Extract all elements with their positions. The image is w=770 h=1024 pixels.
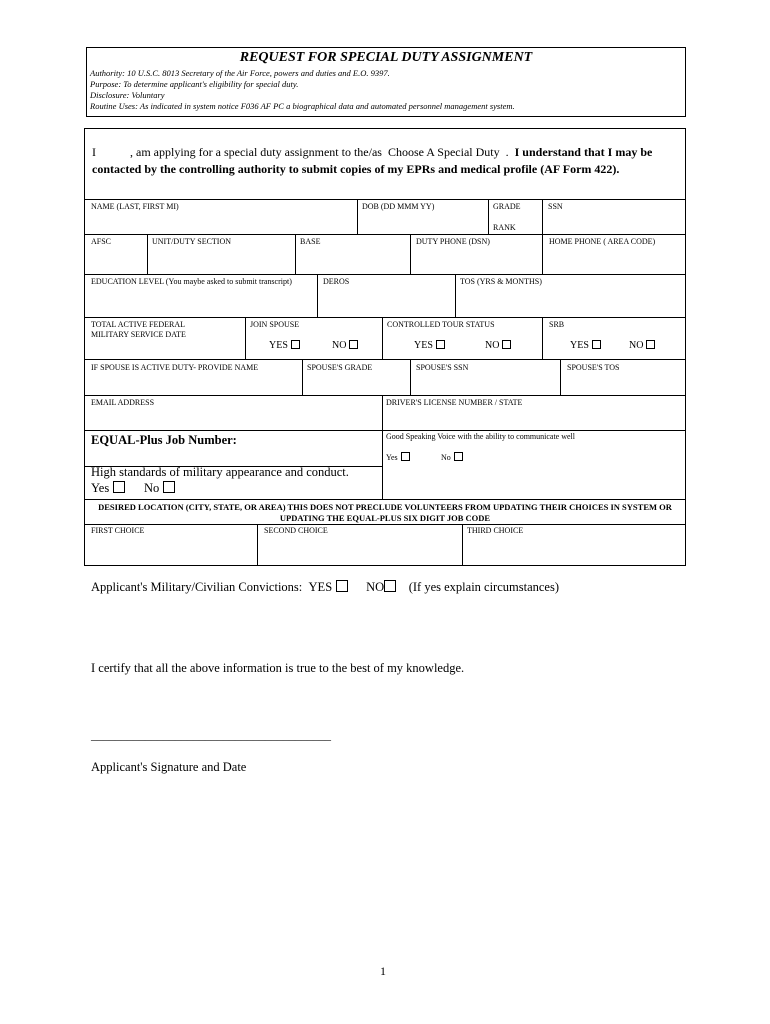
yes-label: YES bbox=[269, 340, 288, 351]
license-field[interactable]: DRIVER'S LICENSE NUMBER / STATE bbox=[386, 398, 523, 407]
intro-bold: I understand that I may be contacted by the controlling authority to submit copies of my EPRs and medical profile (AF Form 422). bbox=[92, 145, 653, 176]
intro-i: I bbox=[92, 145, 96, 159]
yes-label: YES bbox=[414, 340, 433, 351]
srb-label: SRB bbox=[549, 320, 565, 329]
no-label: NO bbox=[629, 340, 644, 351]
convictions-no-checkbox[interactable] bbox=[384, 580, 396, 592]
certify-text: I certify that all the above information is true to the best of my knowledge. bbox=[91, 661, 465, 675]
checkbox-icon[interactable] bbox=[113, 481, 125, 493]
page-number: 1 bbox=[380, 964, 386, 978]
base-field[interactable]: BASE bbox=[300, 237, 321, 246]
no-label: NO bbox=[332, 340, 347, 351]
checkbox-icon[interactable] bbox=[454, 452, 463, 461]
duty-phone-field[interactable]: DUTY PHONE (DSN) bbox=[416, 237, 490, 246]
afsc-field[interactable]: AFSC bbox=[91, 237, 112, 246]
intro-middle: , am applying for a special duty assignment to the/as bbox=[130, 145, 382, 159]
yes-label: Yes bbox=[91, 481, 110, 495]
ssn-field[interactable]: SSN bbox=[548, 202, 563, 211]
checkbox-icon[interactable] bbox=[502, 340, 511, 349]
no-label: No bbox=[144, 481, 160, 495]
convictions-line bbox=[91, 580, 559, 595]
routine-uses-text: Routine Uses: As indicated in system notice F036 AF PC a biographical data and automated personnel management system. bbox=[90, 101, 515, 111]
dob-field[interactable]: DOB (DD MMM YY) bbox=[362, 202, 435, 211]
checkbox-icon[interactable] bbox=[592, 340, 601, 349]
convictions-yes-checkbox[interactable] bbox=[336, 580, 348, 592]
special-duty-dropdown[interactable]: Choose A Special Duty bbox=[387, 145, 500, 159]
spouse-tos-field[interactable]: SPOUSE'S TOS bbox=[567, 363, 620, 372]
grade-field[interactable]: GRADE bbox=[493, 202, 521, 211]
spouse-grade-field[interactable]: SPOUSE'S GRADE bbox=[307, 363, 373, 372]
convictions-yes-label: YES bbox=[308, 580, 333, 594]
spouse-name-field[interactable]: IF SPOUSE IS ACTIVE DUTY- PROVIDE NAME bbox=[91, 363, 259, 372]
no-label: No bbox=[441, 453, 451, 462]
yes-label: Yes bbox=[386, 453, 398, 462]
tafmsd-field[interactable]: TOTAL ACTIVE FEDERAL MILITARY SERVICE DATE bbox=[91, 320, 186, 339]
voice-label: Good Speaking Voice with the ability to communicate well bbox=[386, 432, 576, 441]
purpose-text: Purpose: To determine applicant's eligibility for special duty. bbox=[90, 79, 299, 89]
equal-plus-label[interactable]: EQUAL-Plus Job Number: bbox=[91, 433, 237, 447]
education-field[interactable]: EDUCATION LEVEL (You maybe asked to submit transcript) bbox=[91, 277, 292, 286]
join-spouse-no[interactable] bbox=[332, 340, 358, 351]
rank-label: RANK bbox=[493, 223, 516, 232]
checkbox-icon[interactable] bbox=[401, 452, 410, 461]
join-spouse-yes[interactable] bbox=[269, 340, 300, 351]
controlled-tour-no[interactable] bbox=[485, 340, 511, 351]
join-spouse-label: JOIN SPOUSE bbox=[250, 320, 300, 329]
disclosure-text: Disclosure: Voluntary bbox=[90, 90, 165, 100]
appearance-no[interactable] bbox=[144, 481, 175, 496]
controlled-tour-yes[interactable] bbox=[414, 340, 445, 351]
first-choice-field[interactable]: FIRST CHOICE bbox=[91, 526, 145, 535]
third-choice-field[interactable]: THIRD CHOICE bbox=[467, 526, 524, 535]
tos-field[interactable]: TOS (YRS & MONTHS) bbox=[460, 277, 542, 286]
signature-line[interactable]: ________________________________________ bbox=[91, 728, 331, 742]
appearance-yes[interactable] bbox=[91, 481, 125, 496]
voice-yes[interactable] bbox=[386, 452, 410, 462]
no-label: NO bbox=[485, 340, 500, 351]
authority-text: Authority: 10 U.S.C. 8013 Secretary of the Air Force, powers and duties and E.O. 9397. bbox=[90, 68, 390, 78]
desired-location-heading: DESIRED LOCATION (CITY, STATE, OR AREA) THIS DOES NOT PRECLUDE VOLUNTEERS FROM UPDATING THEIR CHOICES IN SYSTEM OR UPDATING THE EQUAL-PLUS SIX DIGIT JOB CODE bbox=[98, 502, 672, 523]
checkbox-icon[interactable] bbox=[646, 340, 655, 349]
checkbox-icon[interactable] bbox=[163, 481, 175, 493]
checkbox-icon[interactable] bbox=[291, 340, 300, 349]
convictions-no-label: NO bbox=[366, 580, 385, 594]
unit-field[interactable]: UNIT/DUTY SECTION bbox=[152, 237, 232, 246]
convictions-note: (If yes explain circumstances) bbox=[408, 580, 559, 594]
convictions-label: Applicant's Military/Civilian Convictions: bbox=[91, 580, 303, 594]
form-title: REQUEST FOR SPECIAL DUTY ASSIGNMENT bbox=[239, 50, 533, 65]
checkbox-icon[interactable] bbox=[436, 340, 445, 349]
name-field[interactable]: NAME (LAST, FIRST MI) bbox=[91, 202, 179, 211]
srb-yes[interactable] bbox=[570, 340, 601, 351]
controlled-tour-label: CONTROLLED TOUR STATUS bbox=[387, 320, 495, 329]
appearance-label: High standards of military appearance and conduct. bbox=[91, 465, 349, 479]
yes-label: YES bbox=[570, 340, 589, 351]
srb-no[interactable] bbox=[629, 340, 655, 351]
voice-no[interactable] bbox=[441, 452, 463, 462]
intro-paragraph bbox=[92, 144, 684, 178]
home-phone-field[interactable]: HOME PHONE ( AREA CODE) bbox=[549, 237, 656, 246]
spouse-ssn-field[interactable]: SPOUSE'S SSN bbox=[416, 363, 469, 372]
second-choice-field[interactable]: SECOND CHOICE bbox=[264, 526, 328, 535]
deros-field[interactable]: DEROS bbox=[323, 277, 350, 286]
intro-dot: . bbox=[505, 145, 509, 159]
checkbox-icon[interactable] bbox=[349, 340, 358, 349]
email-field[interactable]: EMAIL ADDRESS bbox=[91, 398, 155, 407]
signature-label: Applicant's Signature and Date bbox=[91, 760, 247, 774]
